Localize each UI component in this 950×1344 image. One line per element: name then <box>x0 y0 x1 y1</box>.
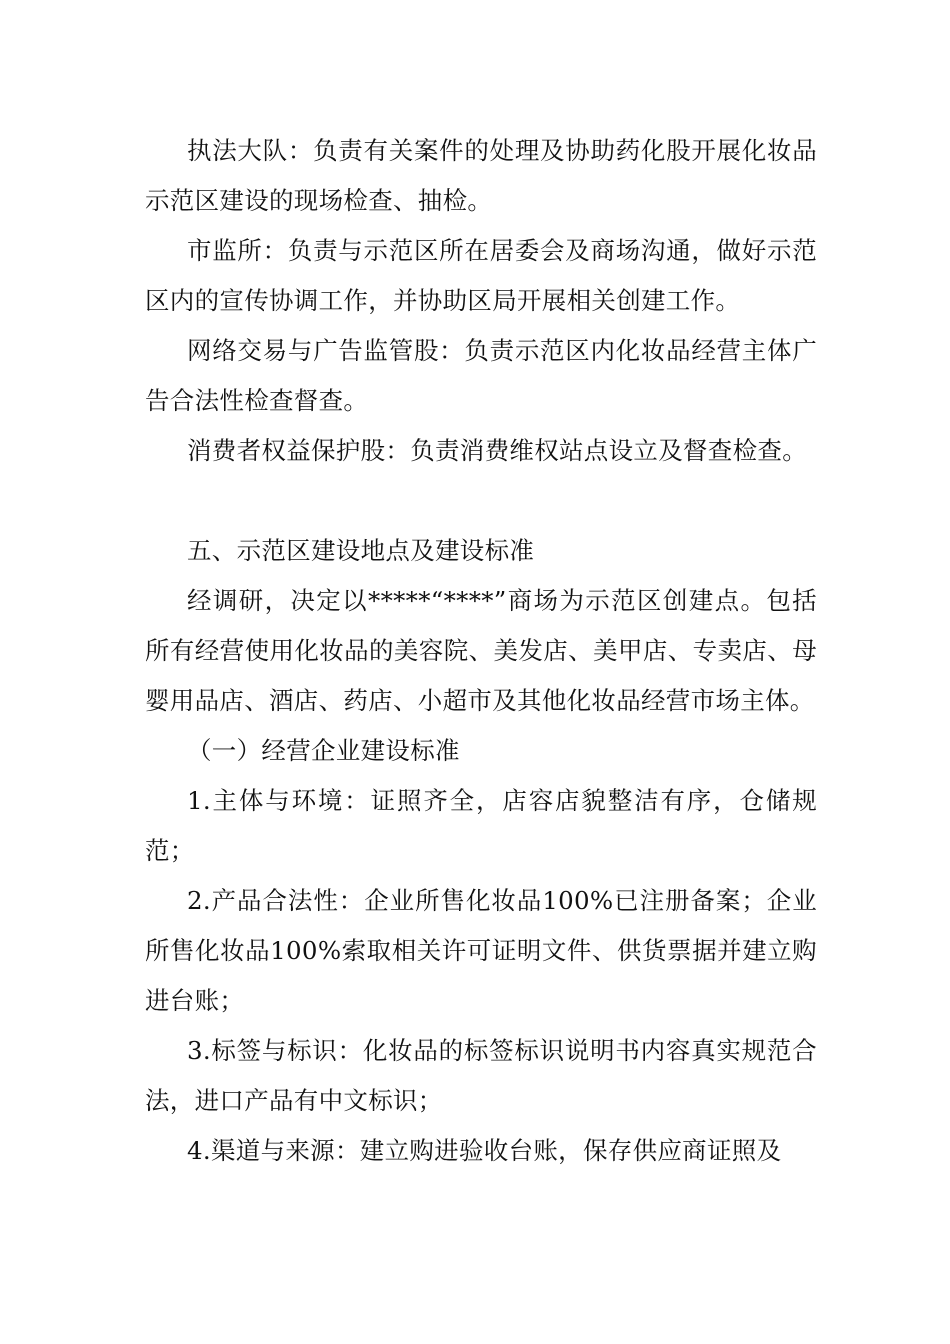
list-item-1: 1.主体与环境：证照齐全，店容店貌整洁有序，仓储规范； <box>145 786 817 865</box>
section-heading-five: 五、示范区建设地点及建设标准 <box>187 536 535 565</box>
subsection-heading-one: （一）经营企业建设标准 <box>187 736 460 765</box>
paragraph-online-trade-advertising: 网络交易与广告监管股：负责示范区内化妆品经营主体广告合法性检查督查。 <box>145 336 817 415</box>
paragraph-law-enforcement-brigade: 执法大队：负责有关案件的处理及协助药化股开展化妆品示范区建设的现场检查、抽检。 <box>145 136 817 215</box>
document-body <box>145 126 817 1176</box>
list-item-4: 4.渠道与来源：建立购进验收台账，保存供应商证照及 <box>187 1136 782 1165</box>
paragraph-market-supervision-office: 市监所：负责与示范区所在居委会及商场沟通，做好示范区内的宣传协调工作，并协助区局开展相关创建工作。 <box>145 236 817 315</box>
list-item-2: 2.产品合法性：企业所售化妆品100%已注册备案；企业所售化妆品100%索取相关许可证明文件、供货票据并建立购进台账； <box>145 886 817 1015</box>
paragraph-site-selection: 经调研，决定以*****“****”商场为示范区创建点。包括所有经营使用化妆品的美容院、美发店、美甲店、专卖店、母婴用品店、酒店、药店、小超市及其他化妆品经营市场主体。 <box>145 586 817 715</box>
paragraph-spacer <box>145 476 817 526</box>
paragraph-consumer-rights: 消费者权益保护股：负责消费维权站点设立及督查检查。 <box>187 436 807 465</box>
list-item-3: 3.标签与标识：化妆品的标签标识说明书内容真实规范合法，进口产品有中文标识； <box>145 1036 817 1115</box>
